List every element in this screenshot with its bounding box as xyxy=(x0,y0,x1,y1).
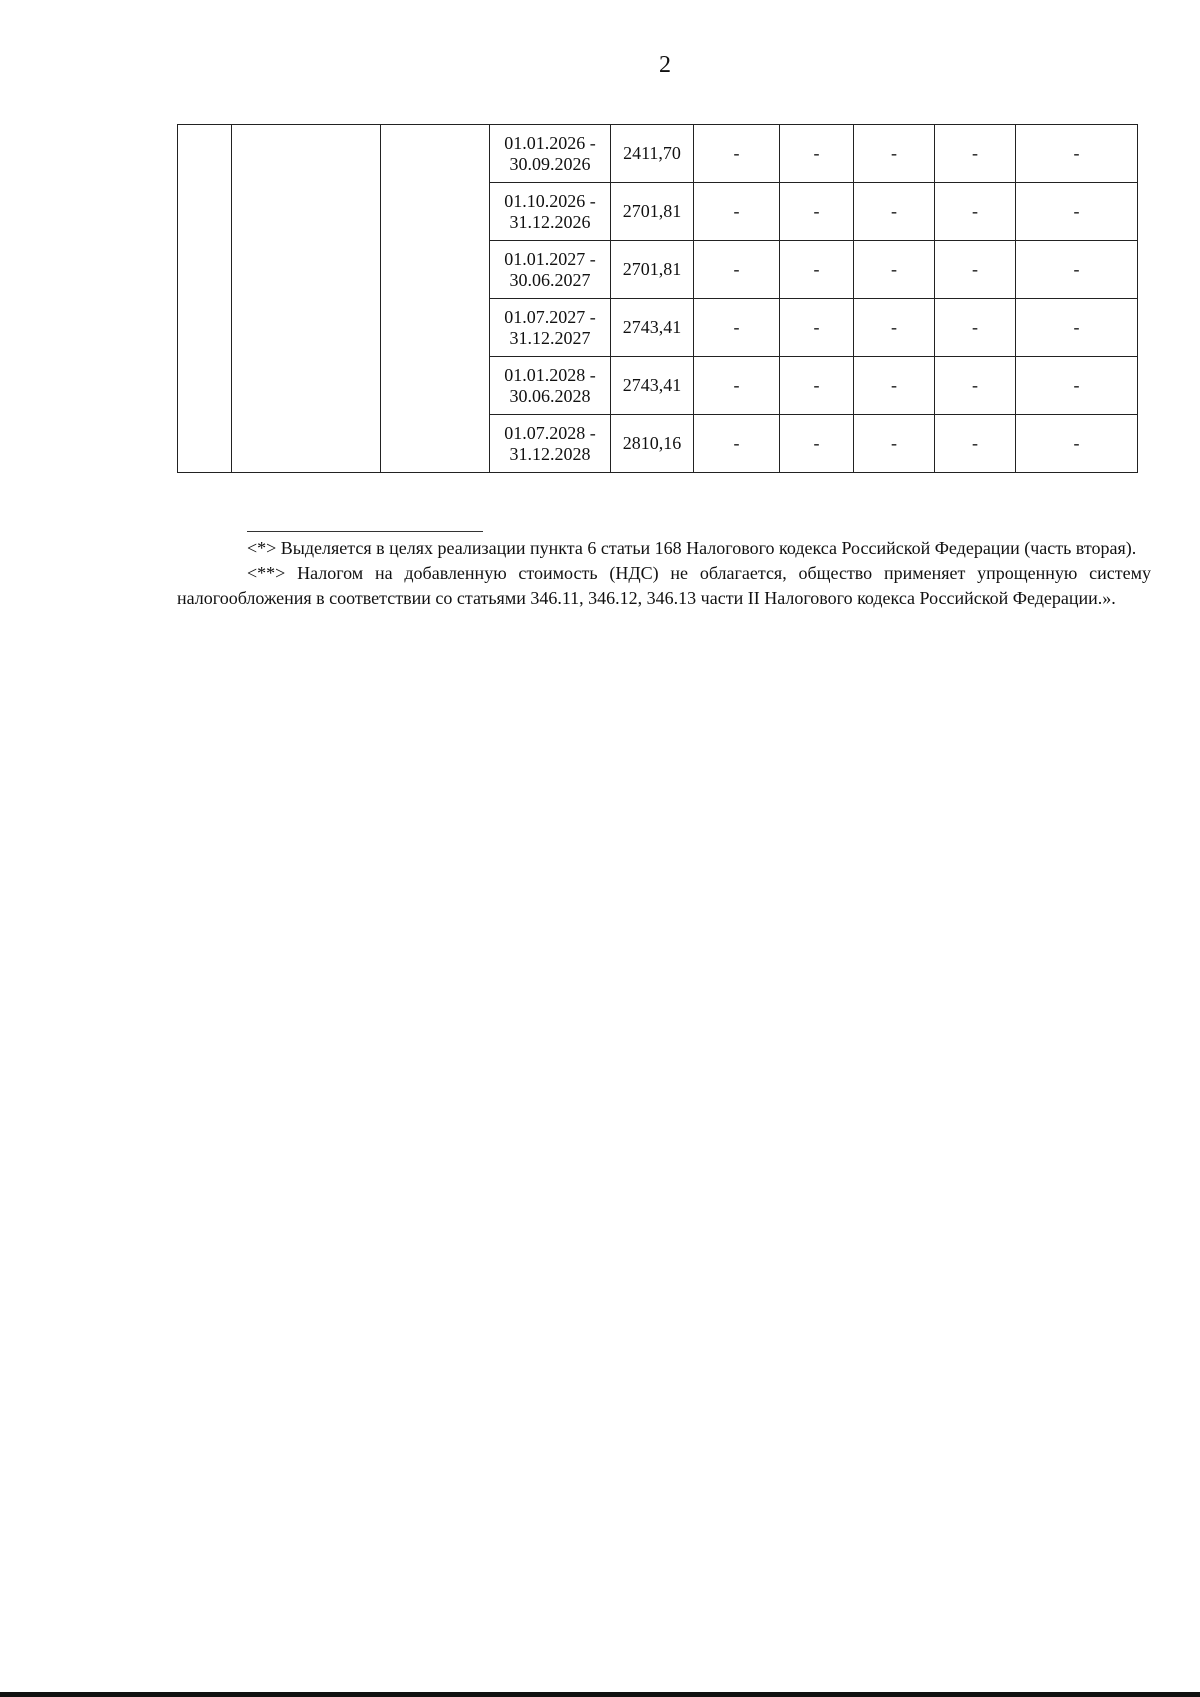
dash-cell: - xyxy=(935,125,1016,183)
period-cell: 01.10.2026 - 31.12.2026 xyxy=(490,183,611,241)
dash-cell: - xyxy=(780,241,854,299)
dash-cell: - xyxy=(1016,299,1138,357)
table-cell-empty xyxy=(232,125,381,473)
dash-cell: - xyxy=(780,183,854,241)
page-number: 2 xyxy=(659,52,671,78)
table-row xyxy=(178,125,1138,183)
dash-cell: - xyxy=(854,125,935,183)
tariff-table xyxy=(177,124,1138,473)
dash-cell: - xyxy=(1016,357,1138,415)
dash-cell: - xyxy=(1016,125,1138,183)
dash-cell: - xyxy=(694,241,780,299)
dash-cell: - xyxy=(1016,241,1138,299)
dash-cell: - xyxy=(1016,183,1138,241)
dash-cell: - xyxy=(854,357,935,415)
dash-cell: - xyxy=(854,183,935,241)
period-cell: 01.01.2026 - 30.09.2026 xyxy=(490,125,611,183)
period-cell: 01.01.2028 - 30.06.2028 xyxy=(490,357,611,415)
period-cell: 01.01.2027 - 30.06.2027 xyxy=(490,241,611,299)
footnote-divider xyxy=(247,531,483,532)
rate-cell: 2701,81 xyxy=(611,241,694,299)
rate-cell: 2411,70 xyxy=(611,125,694,183)
dash-cell: - xyxy=(694,183,780,241)
dash-cell: - xyxy=(780,125,854,183)
footnotes xyxy=(177,536,1151,611)
dash-cell: - xyxy=(694,125,780,183)
rate-cell: 2701,81 xyxy=(611,183,694,241)
dash-cell: - xyxy=(780,299,854,357)
dash-cell: - xyxy=(935,241,1016,299)
period-cell: 01.07.2028 - 31.12.2028 xyxy=(490,415,611,473)
footnote-1: <*> Выделяется в целях реализации пункта 6 статьи 168 Налогового кодекса Российской Федерации (часть вторая). xyxy=(247,538,1137,558)
dash-cell: - xyxy=(694,415,780,473)
period-cell: 01.07.2027 - 31.12.2027 xyxy=(490,299,611,357)
rate-cell: 2810,16 xyxy=(611,415,694,473)
dash-cell: - xyxy=(1016,415,1138,473)
dash-cell: - xyxy=(935,183,1016,241)
footnote-2: <**> Налогом на добавленную стоимость (НДС) не облагается, общество применяет упрощенную систему налогообложения в соответствии со статьями 346.11, 346.12, 346.13 части II Налогового кодекса Российской Федерации.». xyxy=(177,563,1151,608)
dash-cell: - xyxy=(694,299,780,357)
dash-cell: - xyxy=(935,299,1016,357)
dash-cell: - xyxy=(780,357,854,415)
table-cell-empty xyxy=(178,125,232,473)
rate-cell: 2743,41 xyxy=(611,299,694,357)
table-cell-empty xyxy=(381,125,490,473)
dash-cell: - xyxy=(854,299,935,357)
dash-cell: - xyxy=(935,357,1016,415)
dash-cell: - xyxy=(780,415,854,473)
dash-cell: - xyxy=(854,415,935,473)
dash-cell: - xyxy=(854,241,935,299)
rate-cell: 2743,41 xyxy=(611,357,694,415)
dash-cell: - xyxy=(935,415,1016,473)
dash-cell: - xyxy=(694,357,780,415)
scan-bottom-edge xyxy=(0,1692,1200,1697)
